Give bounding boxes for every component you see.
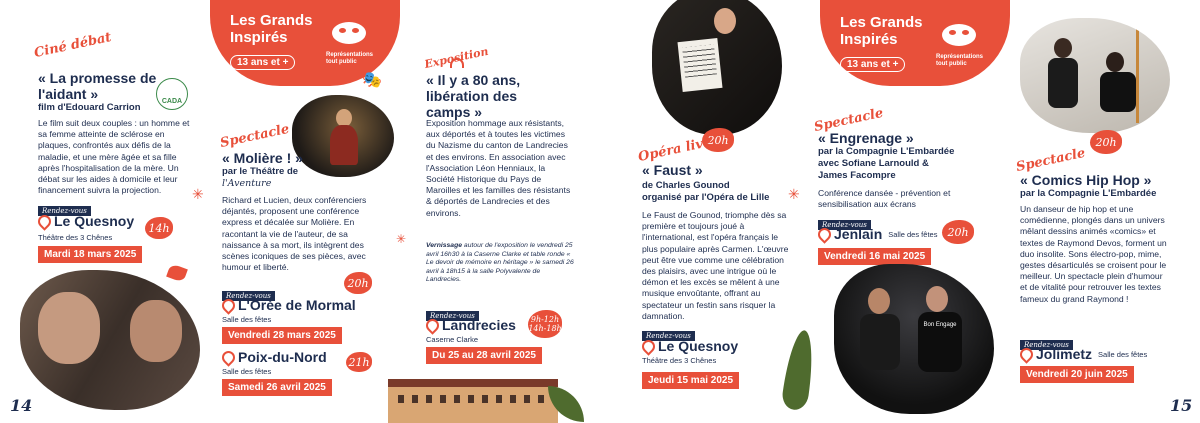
faust-photo (652, 0, 782, 135)
sparkle-icon: ✳ (192, 186, 204, 202)
theatre-masks-icon: 🎭 (362, 72, 382, 89)
event-subtitle (818, 146, 988, 182)
event-subtitle (222, 166, 322, 190)
banner-title-line1: Les Grands (840, 14, 923, 31)
banner-title-line1: Les Grands (230, 12, 313, 29)
age-badge (230, 52, 295, 70)
representations-note (936, 54, 983, 68)
cada-logo (156, 78, 188, 110)
age-text: 13 ans et + (230, 55, 295, 70)
event-date: Mardi 18 mars 2025 (38, 246, 142, 263)
event-hour: 21h (346, 352, 372, 372)
event-subtitle (642, 180, 802, 204)
event-hour: 20h (942, 220, 974, 244)
rep-line2: tout public (326, 59, 357, 65)
event-subtitle: film d'Edouard Carrion (38, 102, 141, 113)
event-title: « Comics Hip Hop » (1020, 172, 1152, 188)
event-venue: Salle des fêtes (222, 367, 272, 376)
caserne-building-photo (388, 385, 558, 423)
vernissage-text: autour de l'exposition le vendredi 25 avril 16h30 à la Caserne Clarke et table ronde « Le devoir de mémoire en héritage » le samedi 26 avril à 18h15 à la salle Polyvalente de Landrecies. (426, 242, 574, 284)
rdv-text: Rendez-vous (1020, 340, 1073, 350)
event-hour: 20h (702, 128, 734, 152)
page-right (600, 0, 1200, 423)
place-name: Landrecies (442, 317, 516, 333)
vernissage-label: Vernissage (426, 242, 463, 249)
mask-icon (332, 22, 366, 44)
sheet-music (677, 38, 722, 92)
event-venue: Salle des fêtes (1098, 349, 1148, 359)
event-subtitle: par la Compagnie L'Embardée (1020, 188, 1157, 199)
place-name: Le Quesnoy (658, 338, 739, 354)
event-description: Exposition hommage aux résistants, aux déportés et à toutes les victimes du Nazisme du canton de Landrecies et des environs. En association avec l'Association Léon Henniaux, la Société Historique du Pays de Maroilles et les familles des résistants & déportés de Landrecies et des environs. (426, 118, 571, 218)
place-name: Jolimetz (1036, 346, 1093, 362)
event-place (818, 226, 937, 242)
moliere-photo (292, 95, 394, 177)
location-pin-icon (423, 316, 441, 334)
event-title: « Faust » (642, 162, 703, 178)
event-title: « Il y a 80 ans, libération des camps » (426, 72, 521, 120)
event-place (642, 338, 738, 354)
dancer1-body (860, 314, 900, 370)
subtitle-line1: par la Compagnie L'Embardée (818, 146, 955, 157)
man-face (38, 292, 100, 364)
event-tag: Spectacle (218, 121, 291, 151)
rdv-text: Rendez-vous (818, 220, 871, 230)
event-tag: Exposition (423, 44, 490, 71)
engrenage-photo (834, 264, 994, 414)
place-name: Le Quesnoy (54, 213, 135, 229)
event-date: Vendredi 16 mai 2025 (818, 248, 931, 265)
event-tag: Spectacle (1014, 145, 1087, 175)
rdv-text: Rendez-vous (222, 291, 275, 301)
petal-icon (166, 263, 188, 282)
event-date: Vendredi 20 juin 2025 (1020, 366, 1134, 383)
performer2-body (1100, 72, 1136, 112)
event-description: Le Faust de Gounod, triomphe dès sa première et toujours joué à l'international, est l'opéra français le plus populaire après Carmen. L'œuvre peut être vue comme une célébration des plaisirs, avec une intrigue où le démon et les excès se mêlent à une musique envoûtante, offrant au spectateur un festin sans risquer la damnation. (642, 210, 789, 321)
page-number: 14 (10, 396, 33, 415)
location-pin-icon (219, 296, 237, 314)
event-venue: Salle des fêtes (222, 315, 272, 324)
event-venue: Salle des fêtes (888, 229, 938, 239)
event-date: Jeudi 15 mai 2025 (642, 372, 739, 389)
event-date: Vendredi 28 mars 2025 (222, 327, 342, 344)
performer2-head (1106, 52, 1124, 72)
rep-line1: Représentations (326, 52, 374, 58)
location-pin-icon (219, 348, 237, 366)
grands-inspires-banner (820, 0, 1010, 86)
event-hour: 20h (1090, 130, 1122, 154)
subtitle-line2: l'Aventure (222, 178, 272, 189)
performer1-head (1054, 38, 1072, 58)
location-pin-icon (639, 337, 657, 355)
performer1-body (1048, 58, 1078, 108)
event-title: « La promesse de l'aidant » (38, 70, 157, 102)
event-place (222, 297, 356, 313)
subtitle-line1: par le Théâtre de (222, 166, 299, 177)
event-tag: Ciné débat (32, 30, 113, 61)
woman-face (130, 300, 182, 362)
age-badge (840, 54, 905, 72)
event-place (426, 317, 516, 333)
event-venue: Théâtre des 3 Chênes (642, 356, 717, 365)
dancer1-face (868, 288, 890, 314)
location-pin-icon (35, 212, 53, 230)
event-tag: Opéra live (636, 134, 713, 165)
subtitle-line3: James Facompre (818, 170, 896, 181)
rdv-text: Rendez-vous (642, 331, 695, 341)
dancer2-face (926, 286, 948, 312)
place-name: L'Orée de Mormal (238, 297, 356, 313)
film-photo (20, 270, 200, 410)
representations-note (326, 52, 373, 66)
banner-title-line2: Inspirés (840, 31, 898, 48)
banner-title-line2: Inspirés (230, 29, 288, 46)
event-description: Conférence dansée - prévention et sensibilisation aux écrans (818, 188, 951, 210)
event-hour: 14h (145, 217, 173, 239)
event-tag: Spectacle (812, 105, 885, 135)
sparkle-icon: ✳ (788, 186, 800, 202)
event-hour: 9h-12h 14h-18h (528, 310, 562, 338)
event-hour: 20h (344, 272, 372, 294)
vernissage-note (426, 242, 576, 285)
actor-body (330, 125, 358, 165)
arch-icon (450, 58, 464, 68)
event-description: Richard et Lucien, deux conférenciers déjantés, proposent une conférence express et décalée sur Molière. En racontant la vie de l'auteur, de sa naissance à sa mort, ils intègrent des scènes iconiques de ses pièces, avec humour et liberté. (222, 195, 367, 273)
event-title: « Engrenage » (818, 130, 914, 146)
location-pin-icon (1017, 345, 1035, 363)
page-number: 15 (1170, 396, 1193, 415)
event-description: Un danseur de hip hop et une comédienne, plongés dans un univers mêlant dessins animés «comics» et textes de Raymond Devos, forment un duo insolite. Sons électro-pop, mime, gestes désarticulés se croisent pour le meilleur. Un spectacle plein d'humour et de vitalité pour retrouver les textes fameux du grand Raymond ! (1020, 204, 1167, 304)
place-name: Poix-du-Nord (238, 349, 327, 365)
ladder (1136, 28, 1139, 123)
subtitle-line1: de Charles Gounod (642, 180, 730, 191)
event-place (1020, 346, 1147, 362)
rep-line2: tout public (936, 61, 967, 67)
banner-title (230, 12, 313, 46)
event-title: « Molière ! » (222, 150, 303, 166)
location-pin-icon (815, 225, 833, 243)
event-description: Le film suit deux couples : un homme et sa femme atteinte de sclérose en plaques, confrontés aux défis de la maladie, et une mère âgée et sa fille après l'hospitalisation de la mère. Un débat sur les aides à domicile et leur financement suivra la projection. (38, 118, 190, 196)
sparkle-icon: ✳ (396, 232, 407, 246)
comics-hip-hop-photo (1020, 18, 1170, 133)
event-place (38, 213, 134, 229)
dancer2-shirt: Bon Engage (918, 312, 962, 372)
singer-face (714, 8, 736, 34)
mask-icon (942, 24, 976, 46)
event-venue: Théâtre des 3 Chênes (38, 233, 113, 242)
banner-title (840, 14, 923, 48)
place-name: Jenlain (834, 226, 883, 242)
subtitle-line2: organisé par l'Opéra de Lille (642, 192, 770, 203)
event-date: Samedi 26 avril 2025 (222, 379, 332, 396)
event-place (222, 349, 327, 365)
event-date: Du 25 au 28 avril 2025 (426, 347, 542, 364)
event-venue: Caserne Clarke (426, 335, 479, 344)
leaf-icon (781, 329, 818, 412)
age-text: 13 ans et + (840, 57, 905, 72)
rep-line1: Représentations (936, 54, 984, 60)
cada-logo-text: CADA (161, 98, 183, 105)
rdv-text: Rendez-vous (38, 206, 91, 216)
rdv-text: Rendez-vous (426, 311, 479, 321)
subtitle-line2: avec Sofiane Larnould & (818, 158, 929, 169)
